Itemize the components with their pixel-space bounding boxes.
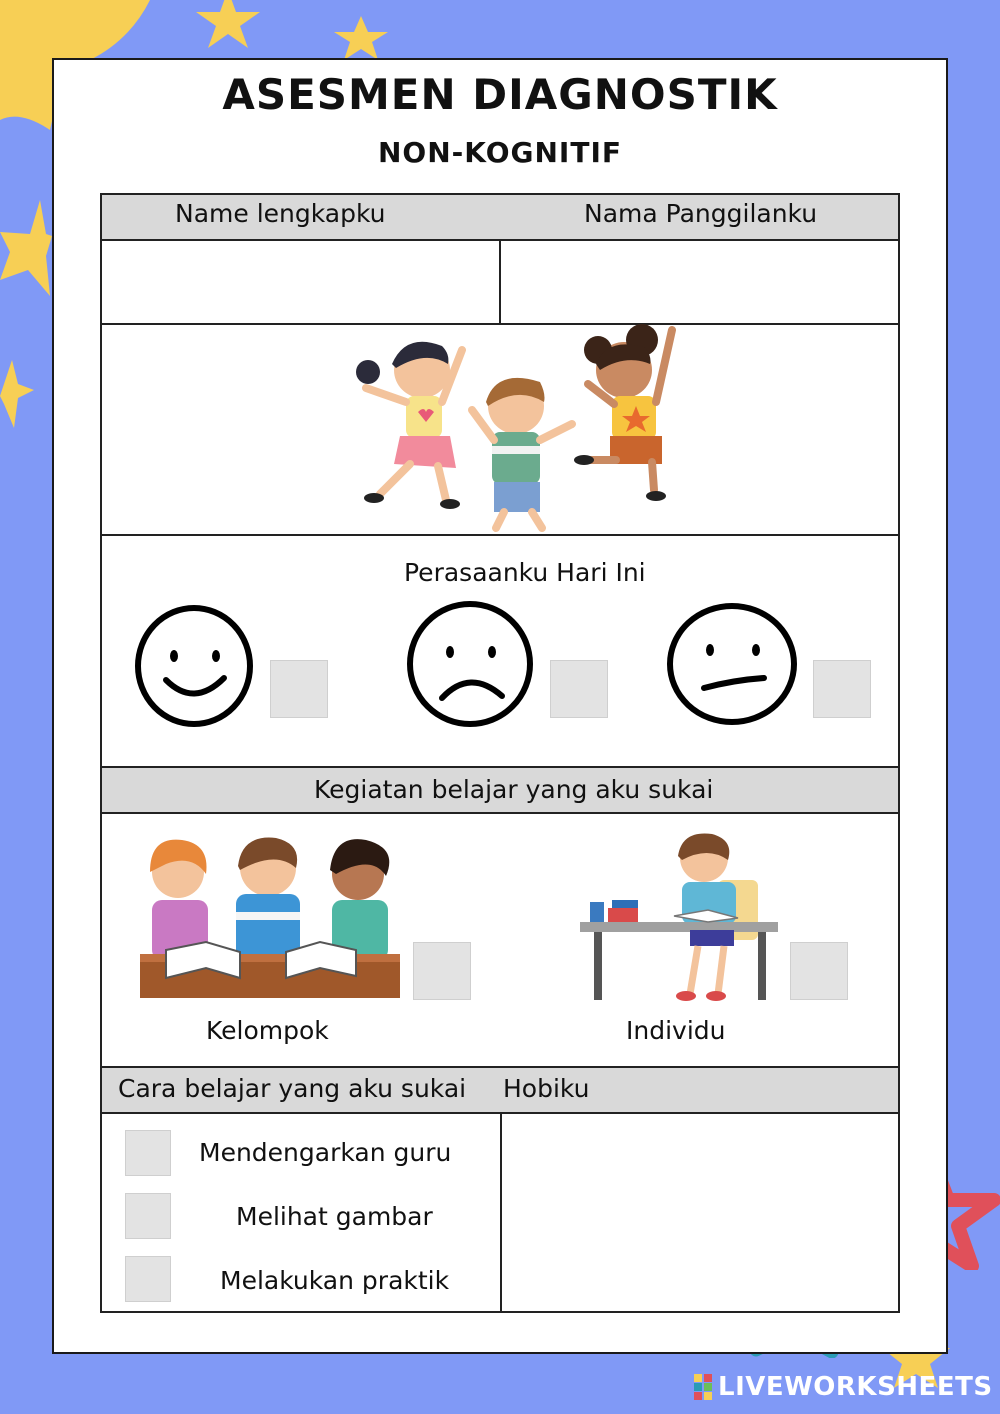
feelings-heading: Perasaanku Hari Ini: [404, 558, 646, 587]
star-icon: [0, 356, 36, 432]
neutral-checkbox[interactable]: [813, 660, 871, 718]
listening-option-label: Mendengarkan guru: [199, 1138, 452, 1167]
practice-option-label: Melakukan praktik: [220, 1266, 450, 1295]
listening-checkbox[interactable]: [125, 1130, 171, 1176]
happy-face-icon: [132, 604, 256, 728]
happy-kids-illustration: [346, 324, 686, 534]
star-icon: [0, 196, 52, 306]
activity-heading: Kegiatan belajar yang aku sukai: [314, 775, 714, 804]
happy-checkbox[interactable]: [270, 660, 328, 718]
viewing-option-label: Melihat gambar: [236, 1202, 433, 1231]
hobby-heading: Hobiku: [503, 1074, 590, 1103]
practice-checkbox[interactable]: [125, 1256, 171, 1302]
individual-option-label: Individu: [626, 1016, 726, 1045]
hobby-field[interactable]: [500, 1112, 900, 1313]
full-name-label: Name lengkapku: [175, 199, 386, 228]
nickname-field[interactable]: [499, 239, 900, 325]
full-name-field[interactable]: [100, 239, 501, 325]
individual-study-illustration: [578, 830, 782, 1002]
page-title: ASESMEN DIAGNOSTIK: [222, 70, 778, 119]
brand-wordmark[interactable]: LIVEWORKSHEETS: [718, 1372, 993, 1402]
star-icon: [188, 0, 268, 50]
sad-checkbox[interactable]: [550, 660, 608, 718]
sad-face-icon: [404, 598, 536, 730]
learning-style-heading: Cara belajar yang aku sukai: [118, 1074, 467, 1103]
page-subtitle: NON-KOGNITIF: [377, 136, 622, 169]
group-option-label: Kelompok: [206, 1016, 329, 1045]
group-checkbox[interactable]: [413, 942, 471, 1000]
nickname-label: Nama Panggilanku: [584, 199, 818, 228]
neutral-face-icon: [664, 600, 800, 728]
individual-checkbox[interactable]: [790, 942, 848, 1000]
liveworksheets-logo-icon: [694, 1374, 712, 1400]
group-study-illustration: [136, 828, 404, 1004]
star-icon: [330, 14, 392, 64]
viewing-checkbox[interactable]: [125, 1193, 171, 1239]
